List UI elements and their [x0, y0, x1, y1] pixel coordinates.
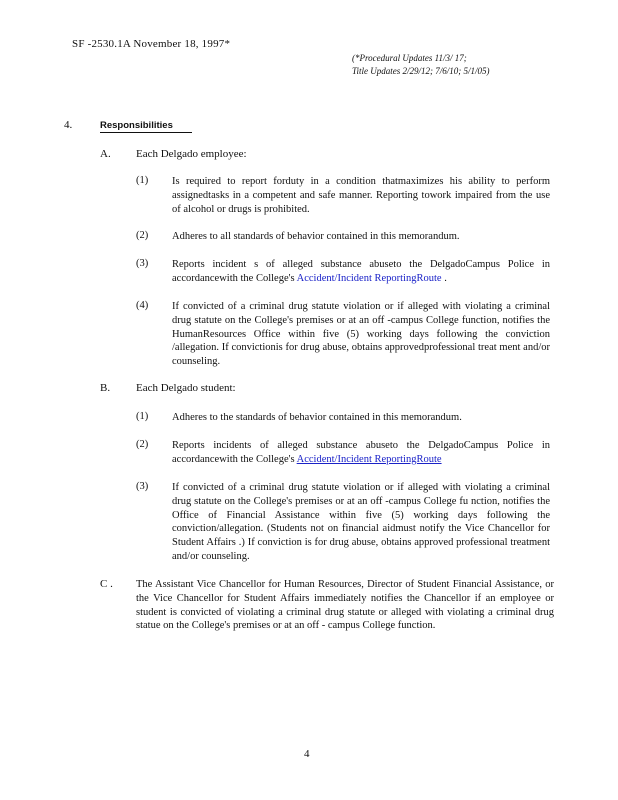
page-number: 4 — [304, 748, 310, 760]
part-b-item-1-text: Adheres to the standards of behavior contained in this memorandum. — [172, 412, 462, 423]
part-a-item-3-text-before: Reports incident s of alleged substance abuseto the DelgadoCampus Police in accordancewith the College's — [172, 259, 550, 284]
part-a-item-2-text: Adheres to all standards of behavior contained in this memorandum. — [172, 231, 460, 242]
part-a-item-3-num: (3) — [136, 258, 149, 269]
part-a-item-2-num: (2) — [136, 230, 149, 241]
updates-line-2: Title Updates 2/29/12; 7/6/10; 5/1/05) — [352, 66, 490, 76]
part-b-item-2-text-before: Reports incidents of alleged substance abuseto the DelgadoCampus Police in accordancewith the College's — [172, 440, 550, 465]
part-a-item-3-text — [172, 258, 550, 286]
part-a-item-3-text-after: . — [441, 272, 447, 284]
part-b-letter: B. — [100, 382, 111, 394]
accident-incident-reporting-route-link[interactable]: Accident/Incident ReportingRoute — [296, 272, 442, 284]
part-b-item-3-text: If convicted of a criminal drug statute violation or if alleged with violating a criminal drug statute on the College's premises or at an off -campus College fu nction, notifies the Office of Financial Assistance within five (5) working days following the conviction/allegation. (Students not on financial aidmust notify the Vice Chancellor for Student Affairs .) If conviction is for drug abuse, obtains approved professional treatment and/or counseling. — [172, 482, 550, 562]
part-b-item-2-text — [172, 439, 550, 467]
part-b-heading: Each Delgado student: — [136, 382, 236, 394]
part-c-text: The Assistant Vice Chancellor for Human Resources, Director of Student Financial Assistance, or the Vice Chancellor for Student Affairs immediately notifies the Chancellor if an employee or student is convicted of violating a criminal drug statute or alleged with violating a criminal drug statue on the College's premises or at an off - campus College function. — [136, 579, 554, 632]
part-a-heading: Each Delgado employee: — [136, 148, 247, 160]
updates-line-1: (*Procedural Updates 11/3/ 17; — [352, 53, 467, 63]
part-b-item-2-num: (2) — [136, 439, 149, 450]
section-title: Responsibilities — [100, 120, 192, 133]
document-id: SF -2530.1A November 18, 1997* — [72, 38, 231, 50]
part-a-item-4-num: (4) — [136, 300, 149, 311]
part-b-item-1-num: (1) — [136, 411, 149, 422]
accident-incident-reporting-route-link-student[interactable]: Accident/Incident ReportingRoute — [296, 453, 442, 465]
part-a-item-4-text: If convicted of a criminal drug statute violation or if alleged with violating a criminal drug statute on the College's premises or at an off -campus College function, notifies the HumanResources Office within five (5) working days following the conviction /allegation. If convictionis for drug abuse, obtains approvedprofessional treat ment and/or counseling. — [172, 301, 550, 368]
part-b-item-3-num: (3) — [136, 481, 149, 492]
part-a-item-1-num: (1) — [136, 175, 149, 186]
section-number: 4. — [64, 119, 73, 131]
part-a-item-1-text: Is required to report forduty in a condition thatmaximizes his ability to perform assignedtasks in a competent and safe manner. Reporting towork impaired from the use of alcohol or drugs is prohibited. — [172, 176, 550, 215]
part-a-letter: A. — [100, 148, 111, 160]
part-c-letter: C . — [100, 578, 113, 590]
